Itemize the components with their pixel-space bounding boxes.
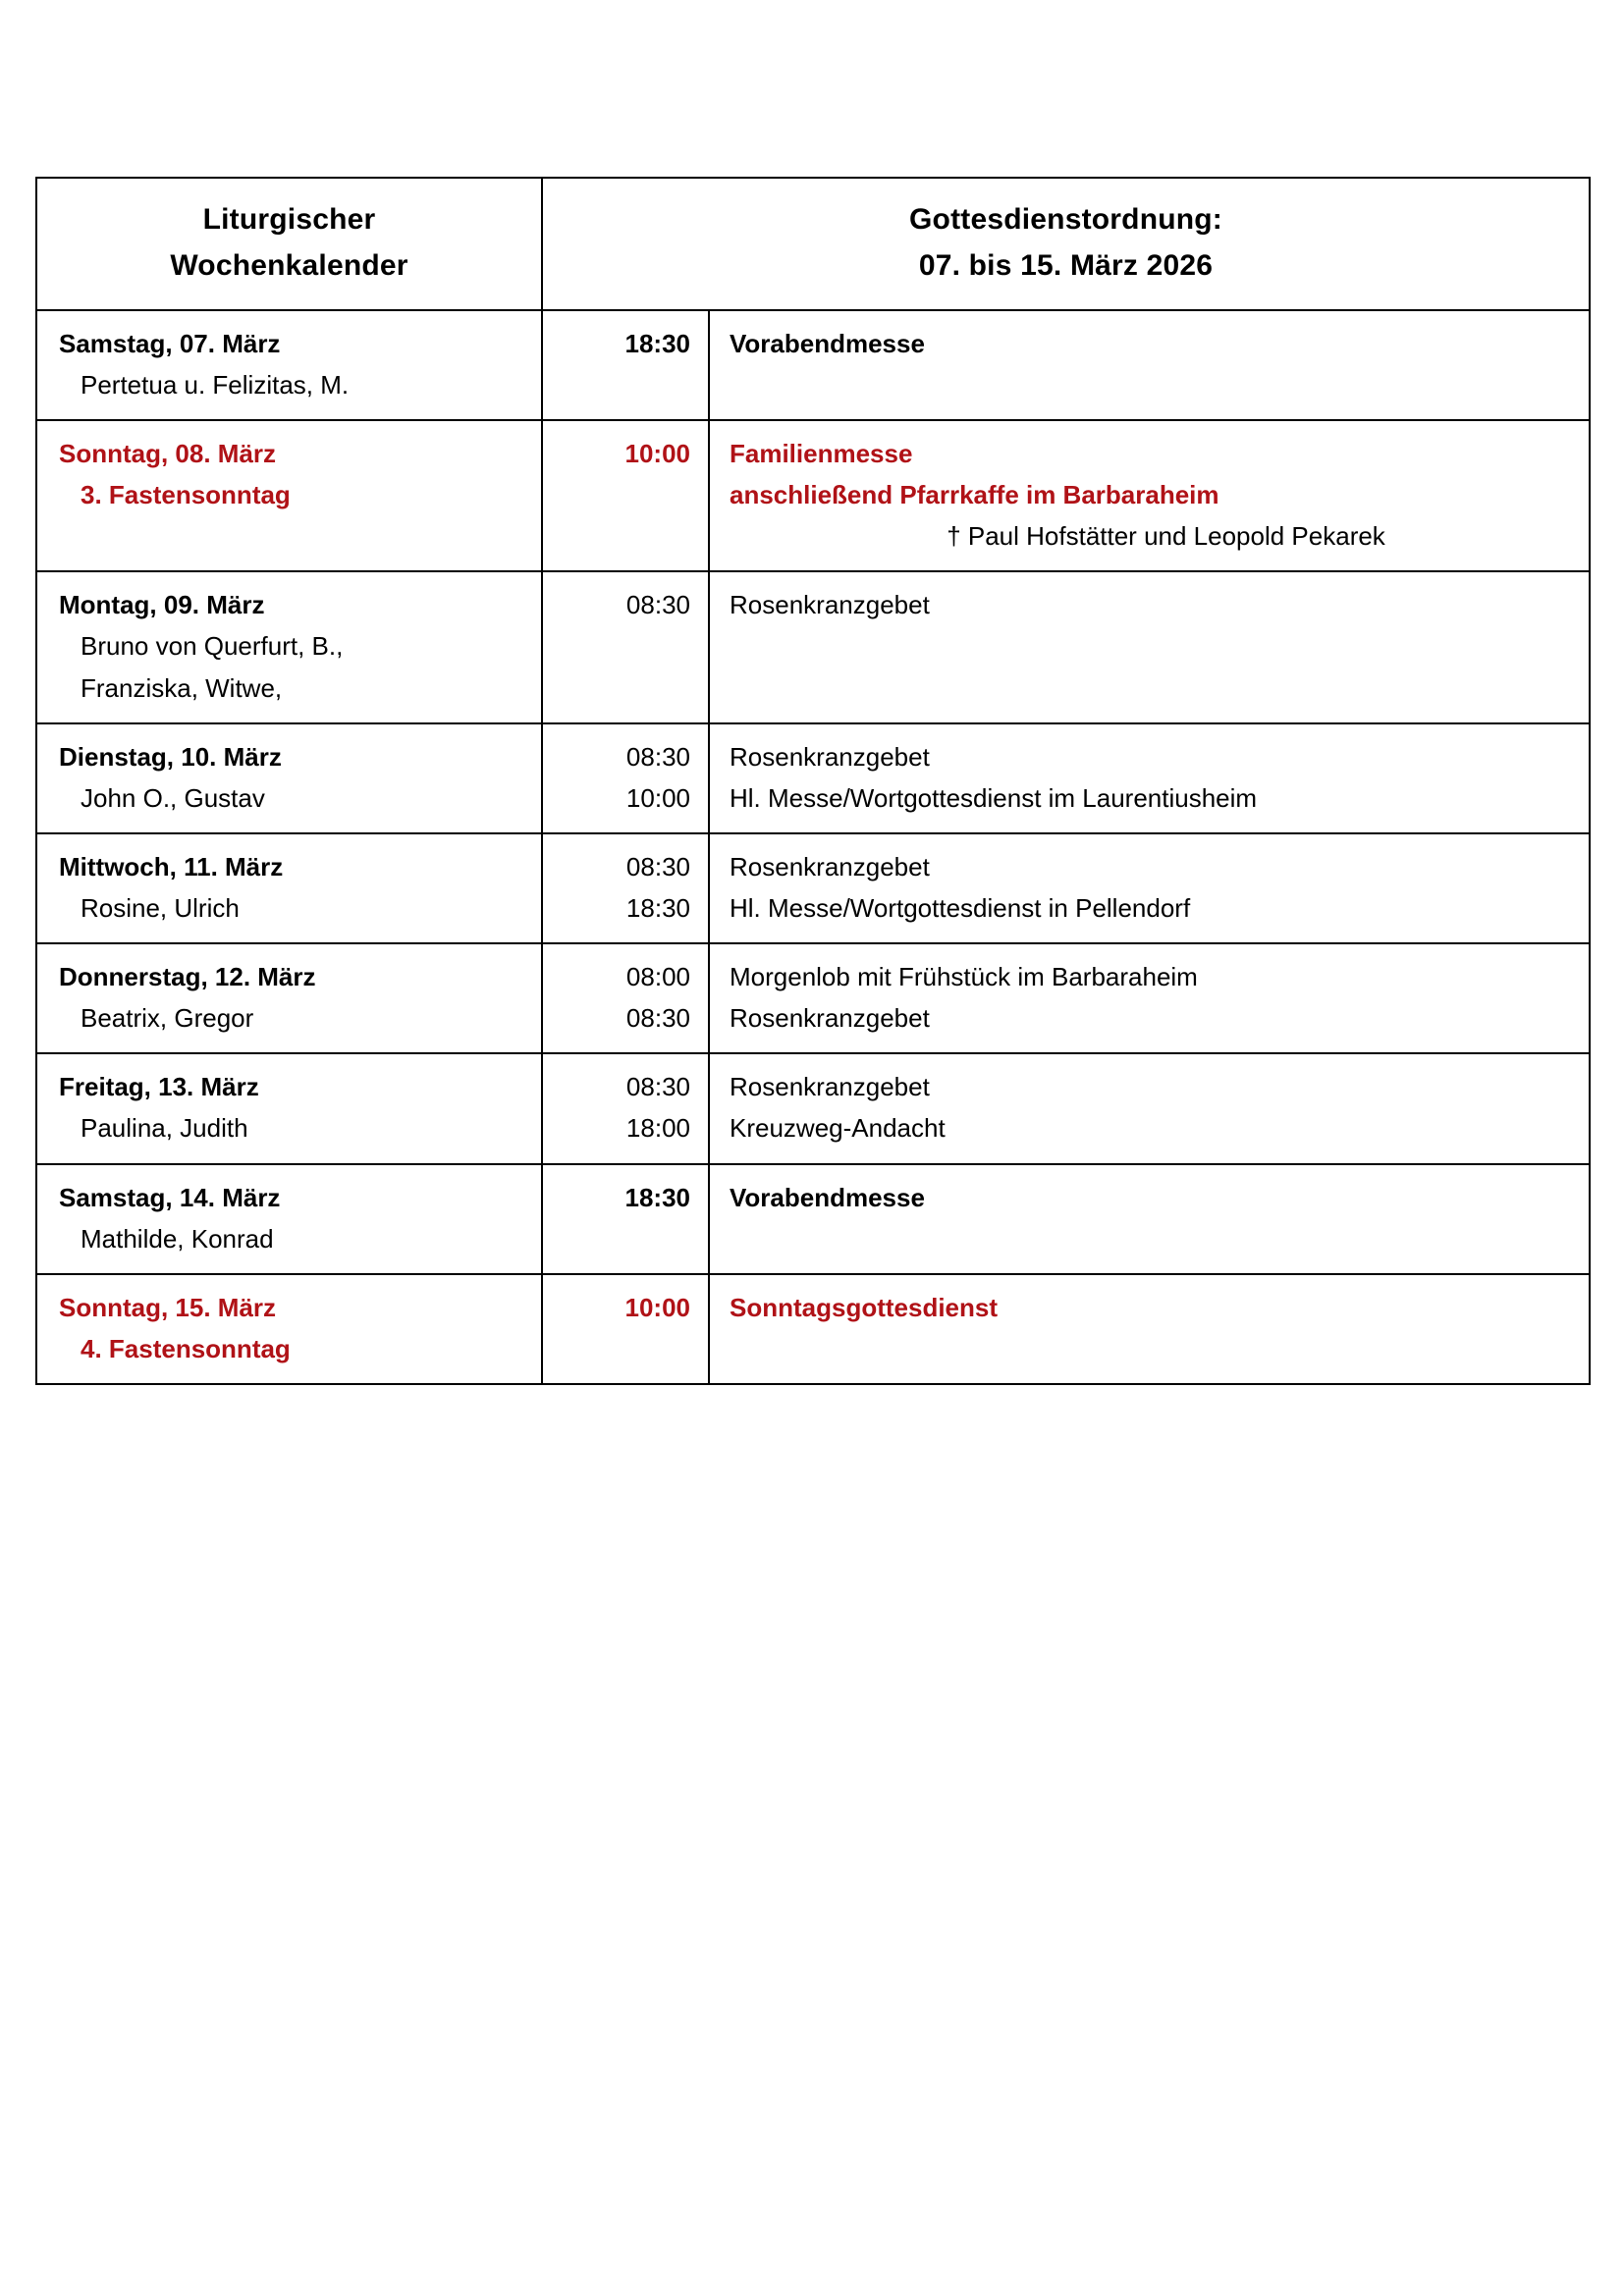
time-cell bbox=[542, 1053, 709, 1163]
time-cell bbox=[542, 723, 709, 833]
day-name: Sonntag, 15. März bbox=[59, 1292, 277, 1322]
event-description: Rosenkranzgebet bbox=[730, 1003, 930, 1034]
day-saints: Franziska, Witwe, bbox=[81, 672, 283, 703]
day-cell bbox=[36, 723, 542, 833]
event-cell bbox=[709, 1053, 1590, 1163]
table-row bbox=[36, 1274, 1590, 1384]
day-cell bbox=[36, 571, 542, 722]
event-cell bbox=[709, 723, 1590, 833]
service-time: 18:30 bbox=[624, 1182, 690, 1212]
liturgical-calendar-sheet bbox=[35, 177, 1589, 1385]
event-description: Familienmesse bbox=[730, 439, 913, 468]
event-cell bbox=[709, 571, 1590, 722]
table-row bbox=[36, 571, 1590, 722]
day-name: Samstag, 14. März bbox=[59, 1182, 281, 1212]
day-cell bbox=[36, 420, 542, 571]
event-description: Sonntagsgottesdienst bbox=[730, 1292, 999, 1322]
day-name: Mittwoch, 11. März bbox=[59, 851, 284, 881]
day-cell bbox=[36, 833, 542, 943]
time-cell bbox=[542, 833, 709, 943]
header-left-line2: Wochenkalender bbox=[170, 249, 408, 283]
time-cell bbox=[542, 420, 709, 571]
table-row bbox=[36, 833, 1590, 943]
event-cell bbox=[709, 420, 1590, 571]
day-saints: Mathilde, Konrad bbox=[81, 1223, 274, 1254]
service-time: 10:00 bbox=[624, 439, 690, 468]
event-intention-note: † Paul Hofstätter und Leopold Pekarek bbox=[947, 521, 1385, 552]
header-right-line2: 07. bis 15. März 2026 bbox=[918, 249, 1214, 283]
event-cell bbox=[709, 1274, 1590, 1384]
service-time: 08:30 bbox=[625, 590, 690, 620]
table-row bbox=[36, 1164, 1590, 1274]
calendar-table bbox=[35, 177, 1591, 1385]
header-left-cell bbox=[36, 178, 542, 310]
table-row bbox=[36, 943, 1590, 1053]
event-cell bbox=[709, 1164, 1590, 1274]
day-cell bbox=[36, 943, 542, 1053]
service-time: 10:00 bbox=[624, 1292, 690, 1322]
event-description: Hl. Messe/Wortgottesdienst im Laurentiusheim bbox=[730, 782, 1258, 813]
table-row bbox=[36, 723, 1590, 833]
time-cell bbox=[542, 310, 709, 420]
event-description: Rosenkranzgebet bbox=[730, 851, 930, 881]
day-saints: Rosine, Ulrich bbox=[81, 892, 240, 923]
day-cell bbox=[36, 1164, 542, 1274]
header-right-cell bbox=[542, 178, 1590, 310]
time-cell bbox=[542, 1274, 709, 1384]
event-description: Rosenkranzgebet bbox=[730, 741, 930, 772]
day-name: Samstag, 07. März bbox=[59, 328, 281, 358]
header-left-line1: Liturgischer bbox=[202, 203, 376, 236]
day-name: Donnerstag, 12. März bbox=[59, 962, 316, 992]
service-time: 10:00 bbox=[625, 782, 690, 813]
event-cell bbox=[709, 833, 1590, 943]
event-description: Rosenkranzgebet bbox=[730, 1072, 930, 1102]
day-name: Dienstag, 10. März bbox=[59, 741, 282, 772]
service-time: 18:00 bbox=[625, 1113, 690, 1144]
time-cell bbox=[542, 571, 709, 722]
table-row bbox=[36, 310, 1590, 420]
time-cell bbox=[542, 943, 709, 1053]
day-cell bbox=[36, 1053, 542, 1163]
service-time: 08:30 bbox=[625, 1072, 690, 1102]
day-name: Montag, 09. März bbox=[59, 590, 265, 620]
service-time: 08:30 bbox=[625, 851, 690, 881]
event-cell bbox=[709, 943, 1590, 1053]
event-description: anschließend Pfarrkaffe im Barbaraheim bbox=[730, 480, 1219, 510]
day-name: Freitag, 13. März bbox=[59, 1072, 259, 1102]
event-description: Morgenlob mit Frühstück im Barbaraheim bbox=[730, 962, 1198, 992]
event-description: Rosenkranzgebet bbox=[730, 590, 930, 620]
event-description: Hl. Messe/Wortgottesdienst in Pellendorf bbox=[730, 892, 1191, 923]
day-saints: 3. Fastensonntag bbox=[81, 480, 291, 510]
event-description: Kreuzweg-Andacht bbox=[730, 1113, 946, 1144]
service-time: 08:30 bbox=[625, 1003, 690, 1034]
day-saints: Paulina, Judith bbox=[81, 1113, 248, 1144]
event-description: Vorabendmesse bbox=[730, 1182, 925, 1212]
service-time: 18:30 bbox=[624, 328, 690, 358]
event-description: Vorabendmesse bbox=[730, 328, 925, 358]
day-saints: John O., Gustav bbox=[81, 782, 265, 813]
table-row bbox=[36, 1053, 1590, 1163]
day-saints: Pertetua u. Felizitas, M. bbox=[81, 369, 350, 400]
service-time: 08:00 bbox=[625, 962, 690, 992]
calendar-body bbox=[36, 178, 1590, 1384]
table-header-row bbox=[36, 178, 1590, 310]
time-cell bbox=[542, 1164, 709, 1274]
service-time: 18:30 bbox=[625, 892, 690, 923]
table-row bbox=[36, 420, 1590, 571]
day-name: Sonntag, 08. März bbox=[59, 439, 277, 468]
day-saints: Beatrix, Gregor bbox=[81, 1003, 254, 1034]
day-saints: 4. Fastensonntag bbox=[81, 1333, 291, 1363]
day-saints: Bruno von Querfurt, B., bbox=[81, 631, 344, 662]
header-right-line1: Gottesdienstordnung: bbox=[909, 203, 1222, 236]
event-cell bbox=[709, 310, 1590, 420]
day-cell bbox=[36, 1274, 542, 1384]
service-time: 08:30 bbox=[625, 741, 690, 772]
day-cell bbox=[36, 310, 542, 420]
